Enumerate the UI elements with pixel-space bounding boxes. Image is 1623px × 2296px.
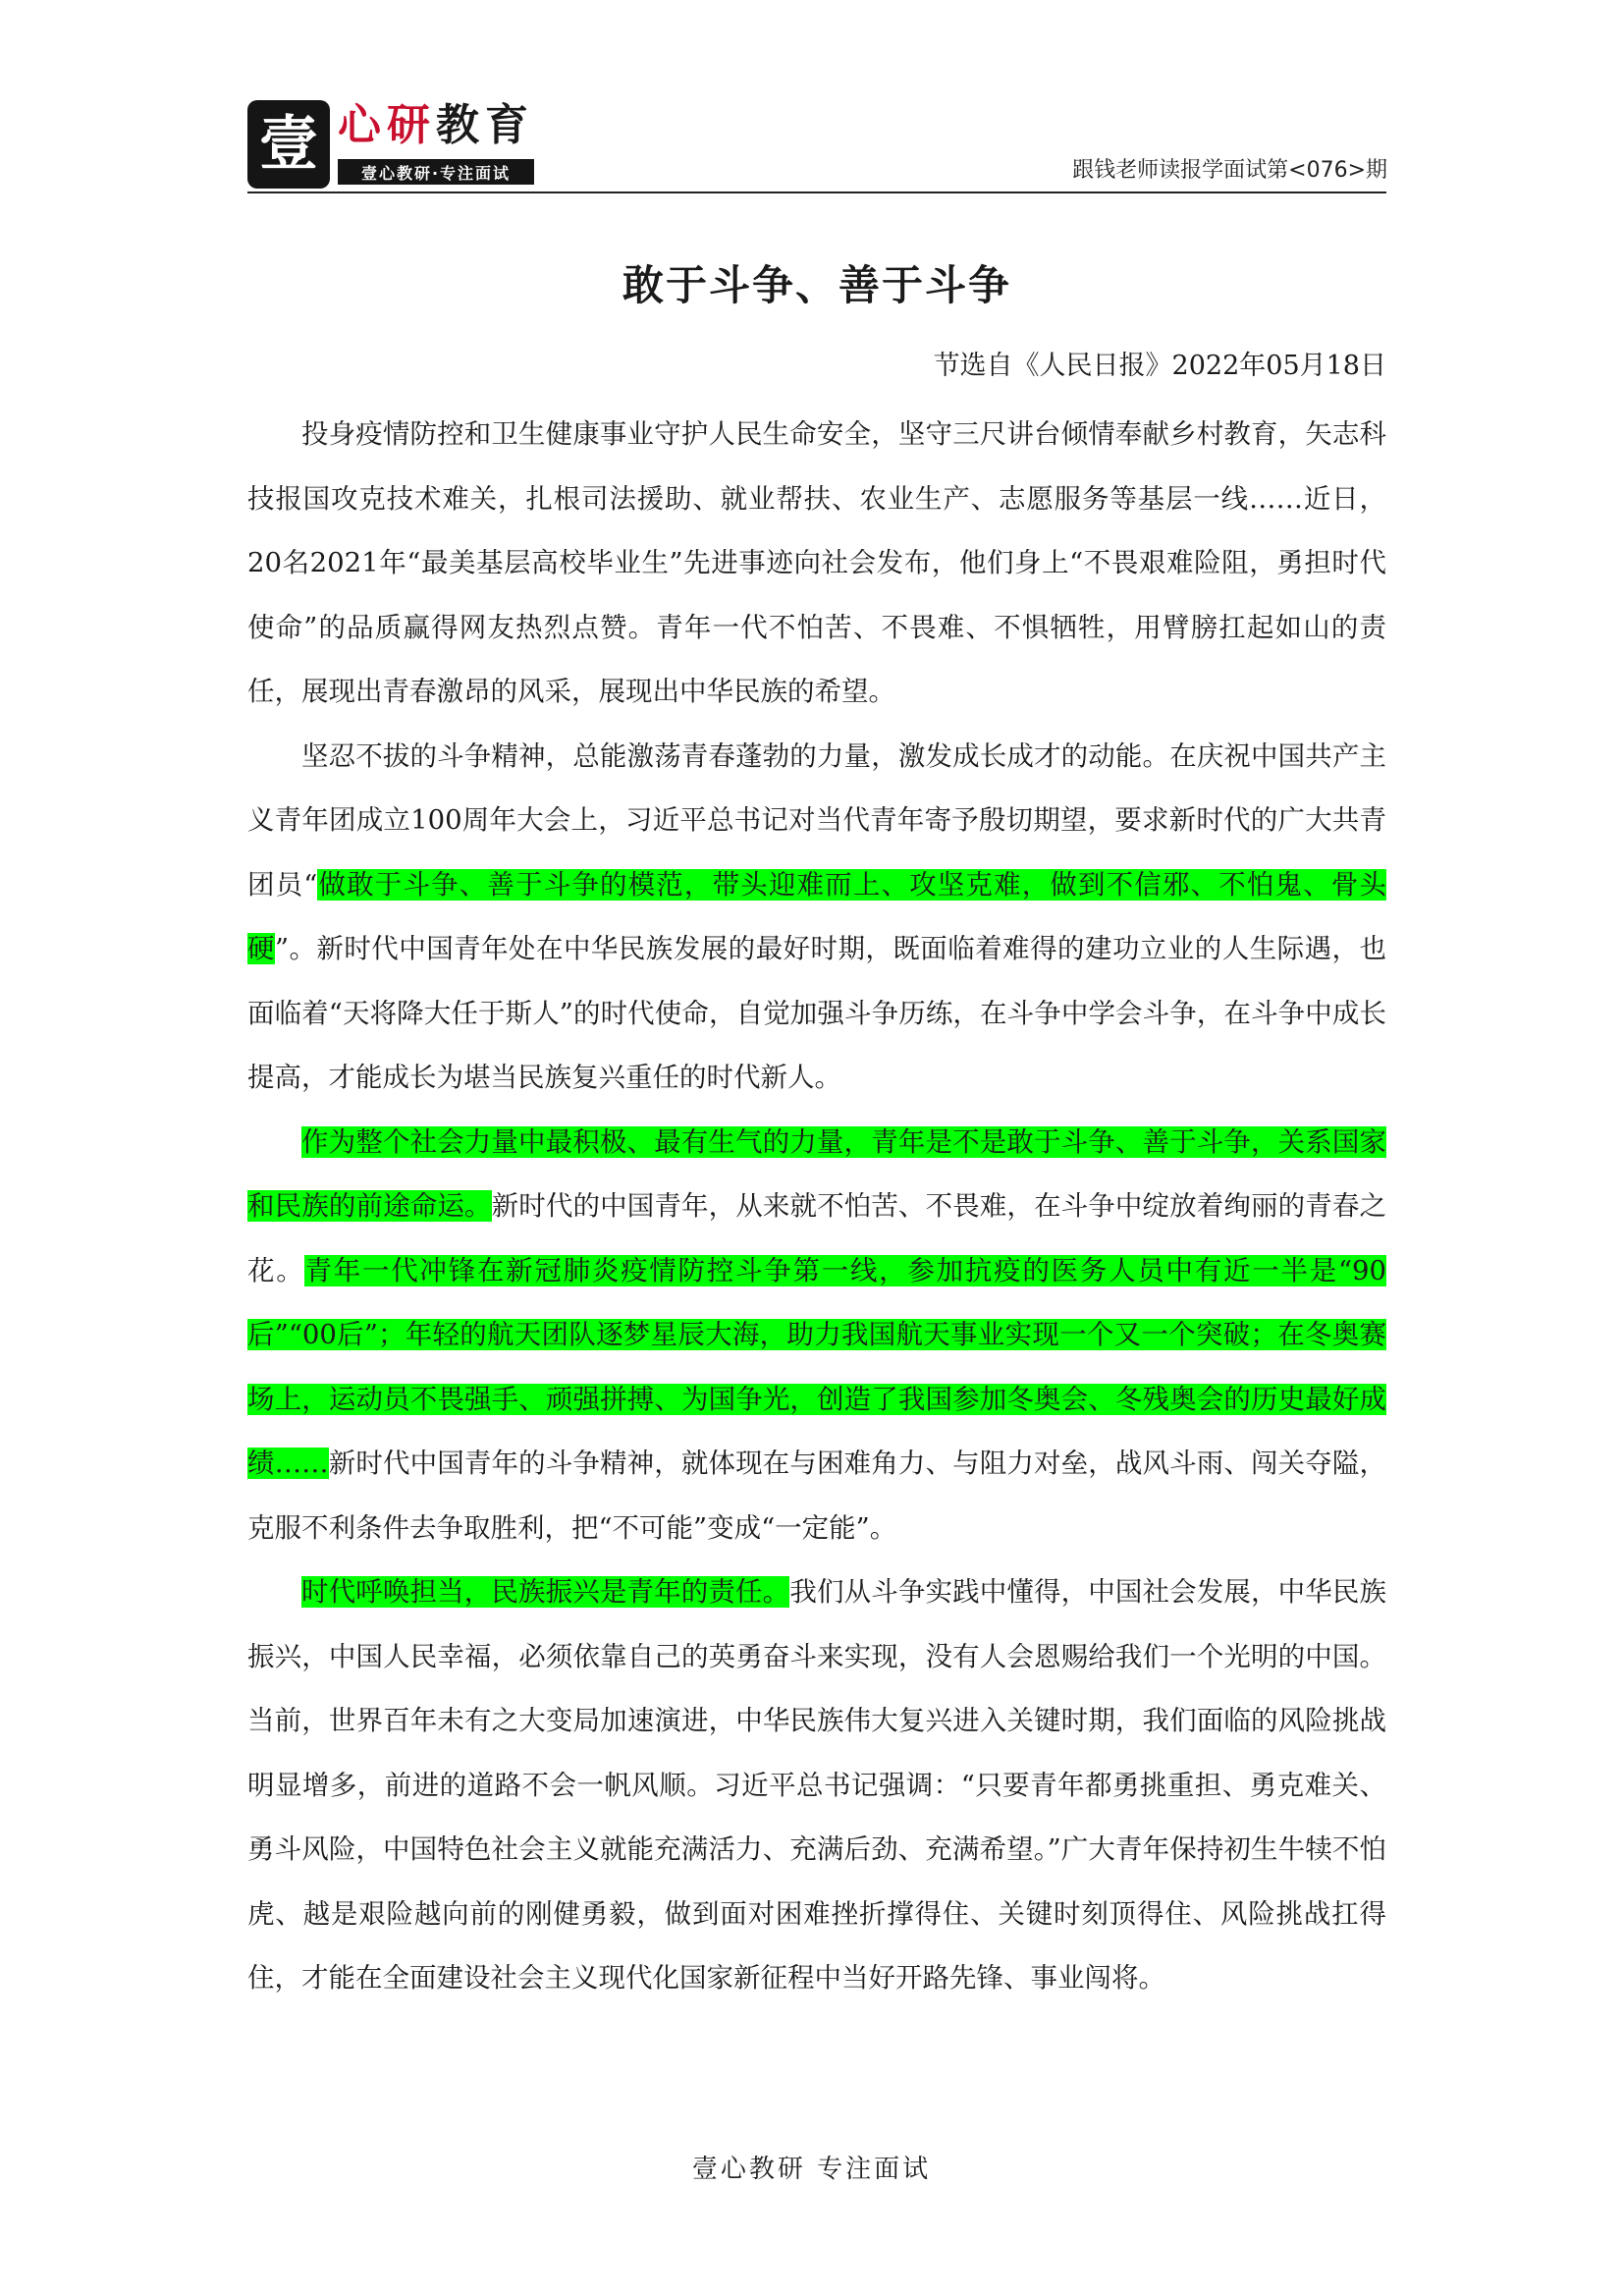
paragraph-2 <box>247 725 1386 1111</box>
paragraph-1-text: 投身疫情防控和卫生健康事业守护人民生命安全，坚守三尺讲台倾情奉献乡村教育，矢志科技报国攻克技术难关，扎根司法援助、就业帮扶、农业生产、志愿服务等基层一线……近日，20名2021年“最美基层高校毕业生”先进事迹向社会发布，他们身上“不畏艰难险阻，勇担时代使命”的品质赢得网友热烈点赞。青年一代不怕苦、不畏难、不惧牺牲，用臂膀扛起如山的责任，展现出青春激昂的风采，展现出中华民族的希望。 <box>247 418 1386 707</box>
logo-seal: 壹 <box>247 100 330 189</box>
article-title: 敢于斗争、善于斗争 <box>622 261 1011 309</box>
article-body <box>247 403 1386 2011</box>
paragraph-2-text-a: 坚忍不拔的斗争精神，总能激荡青春蓬勃的力量，激发成长成才的动能。在庆祝中国共产主义青年团成立100周年大会上，习近平总书记对当代青年寄予殷切期望，要求新时代的广大共青团员“ <box>247 739 1386 901</box>
paragraph-2-text-b: ”。新时代中国青年处在中华民族发展的最好时期，既面临着难得的建功立业的人生际遇，也面临着“天将降大任于斯人”的时代使命，自觉加强斗争历练，在斗争中学会斗争，在斗争中成长提高，才能成长为堪当民族复兴重任的时代新人。 <box>247 933 1386 1093</box>
header-divider <box>247 191 1386 193</box>
paragraph-4-text-a: 我们从斗争实践中懂得，中国社会发展，中华民族振兴，中国人民幸福，必须依靠自己的英勇奋斗来实现，没有人会恩赐给我们一个光明的中国。当前，世界百年未有之大变局加速演进，中华民族伟大复兴进入关键时期，我们面临的风险挑战明显增多，前进的道路不会一帆风顺。习近平总书记强调：“只要青年都勇挑重担、勇克难关、勇斗风险，中国特色社会主义就能充满活力、充满后劲、充满希望。”广大青年保持初生牛犊不怕虎、越是艰险越向前的刚健勇毅，做到面对困难挫折撑得住、关键时刻顶得住、风险挑战扛得住，才能在全面建设社会主义现代化国家新征程中当好开路先锋、事业闯将。 <box>247 1576 1387 1994</box>
brand-name <box>338 102 534 149</box>
brand-char-1: 心 <box>338 100 387 150</box>
paragraph-3-text-a: 新时代的中国青年，从来就不怕苦、不畏难，在斗争中绽放着绚丽的青春之花。 <box>247 1190 1387 1286</box>
paragraph-3 <box>247 1111 1386 1561</box>
logo <box>247 100 542 189</box>
brand-slogan: 壹心教研·专注面试 <box>338 159 534 185</box>
paragraph-1 <box>247 403 1386 725</box>
issue-label: 跟钱老师读报学面试第<076>期 <box>1072 158 1387 183</box>
brand-char-2: 研 <box>387 100 436 150</box>
paragraph-4 <box>247 1560 1386 2011</box>
paragraph-3-highlight-1: 作为整个社会力量中最积极、最有生气的力量，青年是不是敢于斗争、善于斗争，关系国家和民族的前途命运。 <box>247 1125 1386 1222</box>
paragraph-4-highlight: 时代呼唤担当，民族振兴是青年的责任。 <box>301 1576 790 1608</box>
paragraph-3-highlight-2: 青年一代冲锋在新冠肺炎疫情防控斗争第一线，参加抗疫的医务人员中有近一半是“90后”“00后”；年轻的航天团队逐梦星辰大海，助力我国航天事业实现一个又一个突破；在冬奥赛场上，运动员不畏强手、顽强拼搏、为国争光，创造了我国参加冬奥会、冬残奥会的历史最好成绩…… <box>247 1254 1386 1479</box>
brand-rest: 教育 <box>436 100 534 150</box>
paragraph-3-text-b: 新时代中国青年的斗争精神，就体现在与困难角力、与阻力对垒，战风斗雨、闯关夺隘，克服不利条件去争取胜利，把“不可能”变成“一定能”。 <box>247 1448 1386 1544</box>
article-source: 节选自《人民日报》2022年05月18日 <box>933 351 1386 381</box>
page-footer: 壹心教研 专注面试 <box>691 2155 932 2184</box>
paragraph-2-highlight: 做敢于斗争、善于斗争的模范，带头迎难而上、攻坚克难，做到不信邪、不怕鬼、骨头硬 <box>247 868 1386 964</box>
